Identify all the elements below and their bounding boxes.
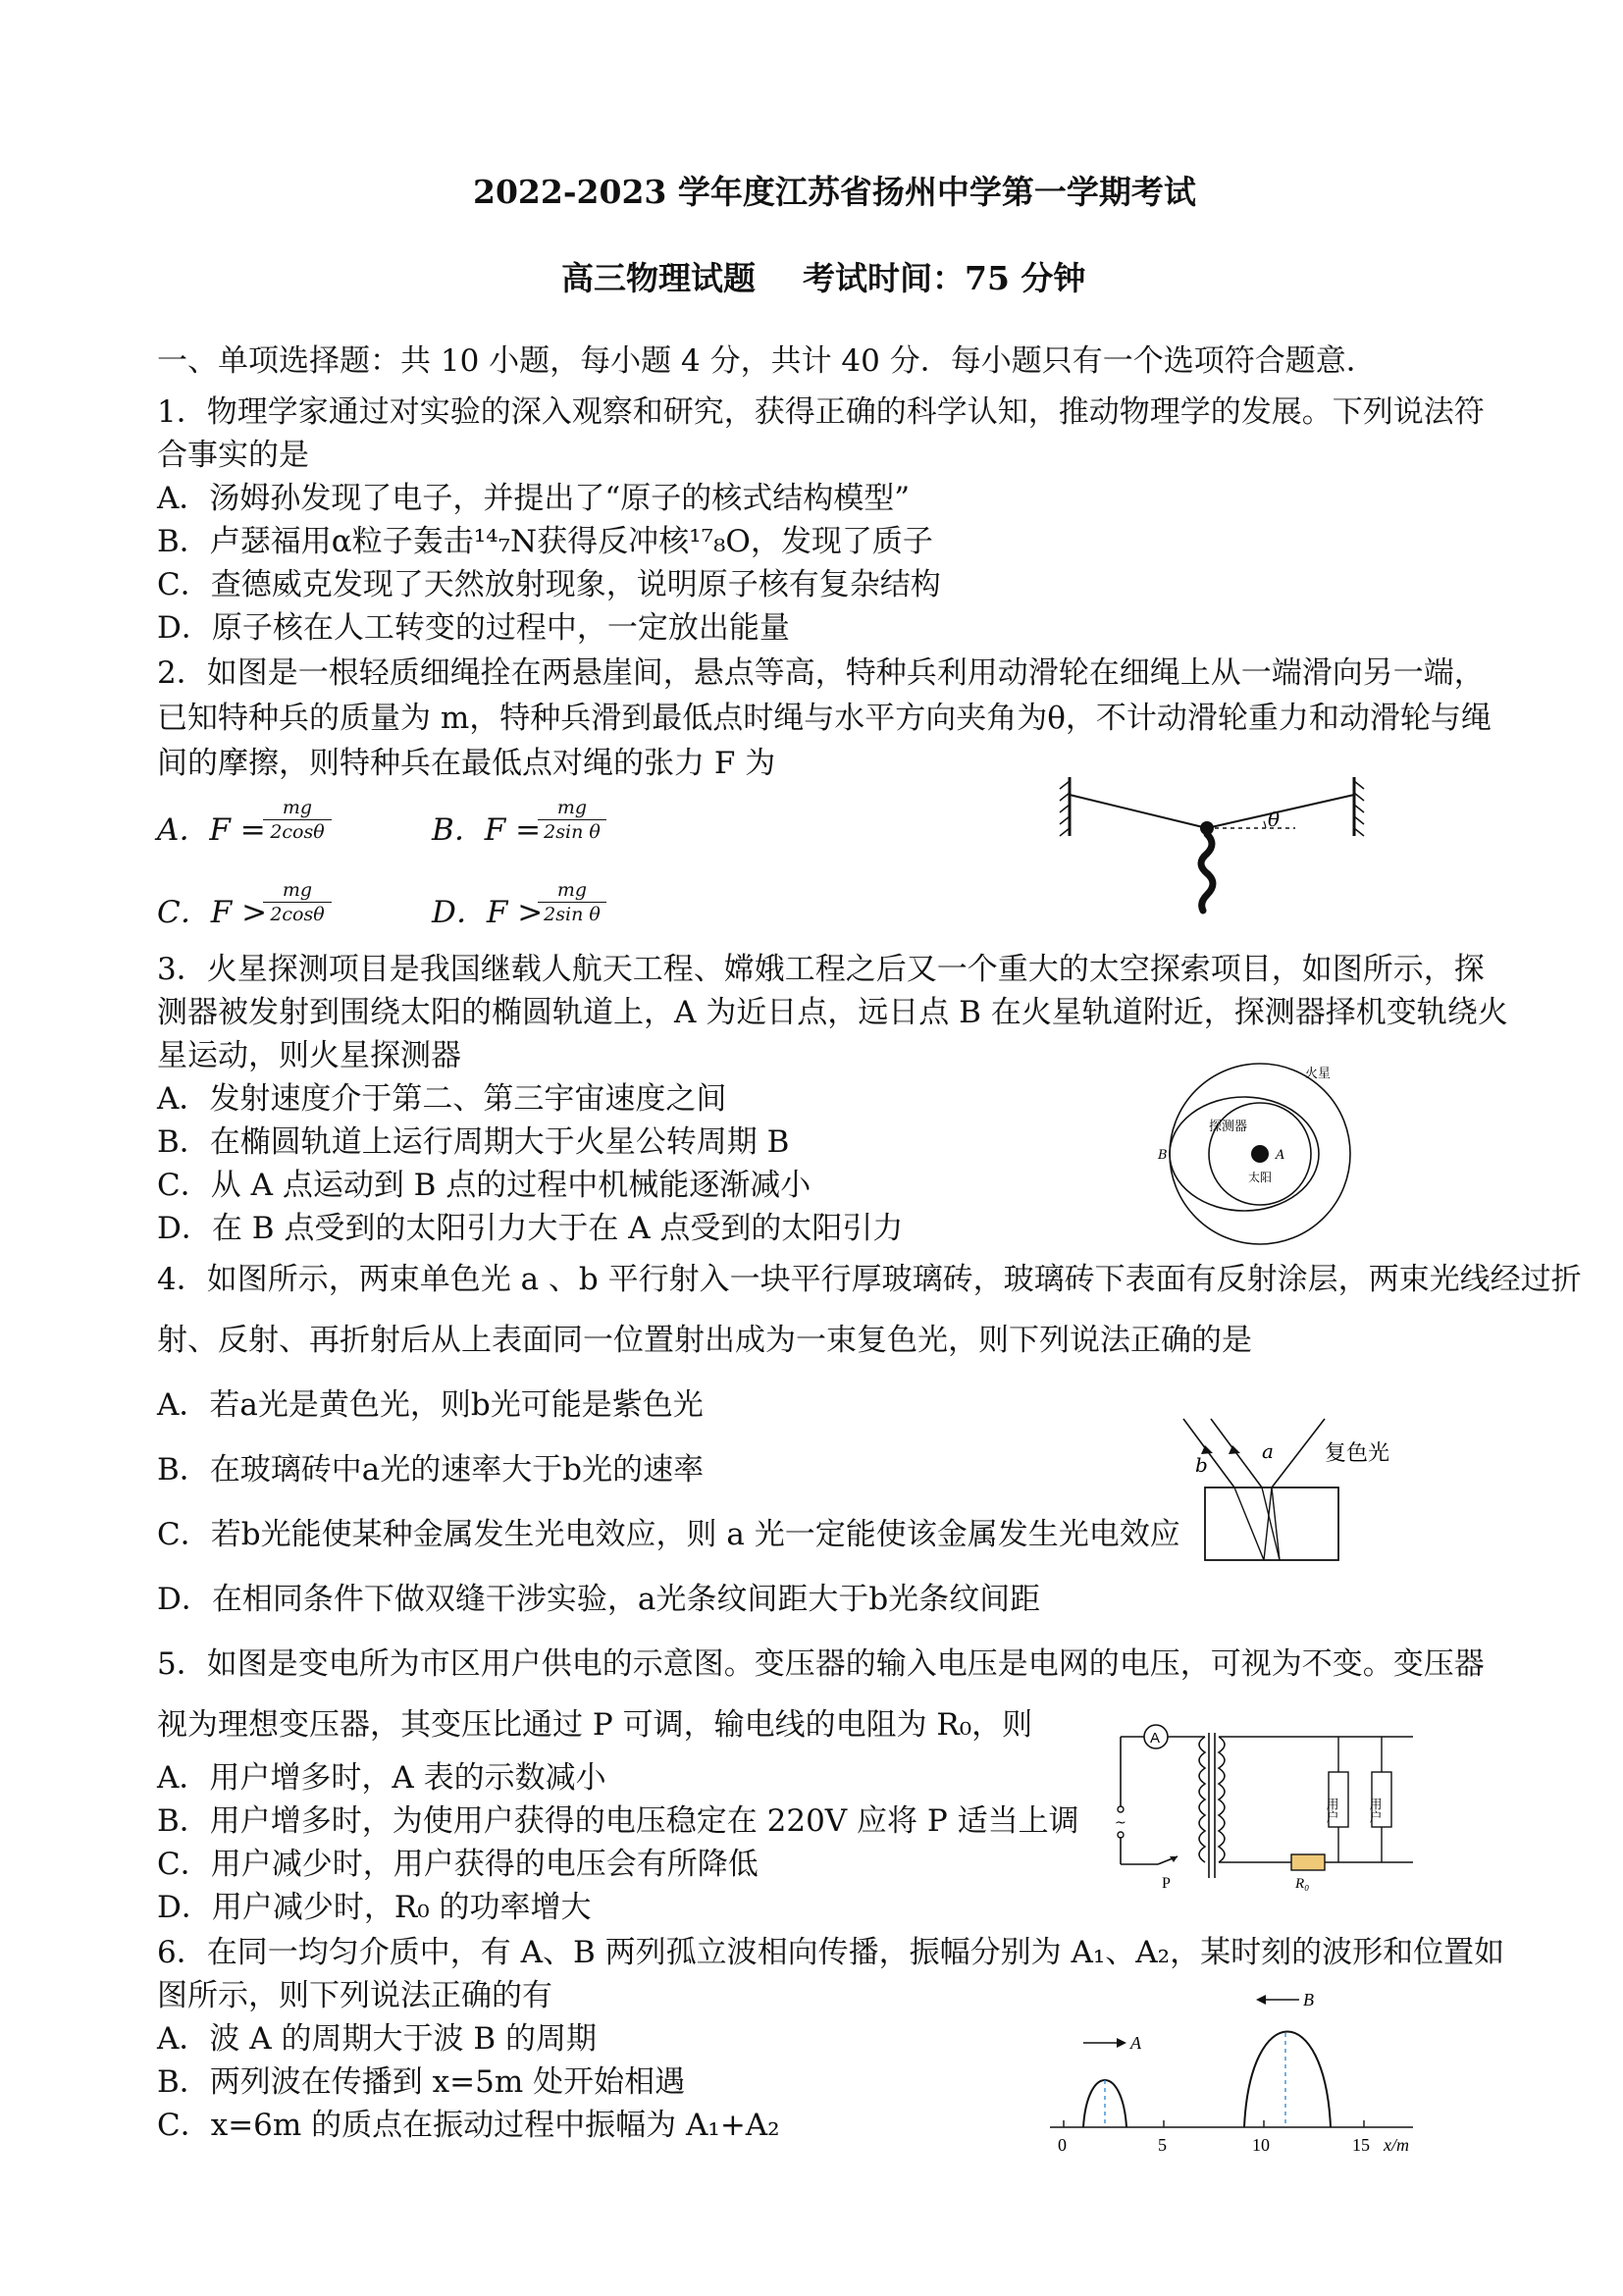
q6-option-c: C．x=6m 的质点在振动过程中振幅为 A₁+A₂ <box>157 2108 780 2143</box>
section-heading: 一、单项选择题：共 10 小题，每小题 4 分，共计 40 分．每小题只有一个选项符合题意． <box>157 343 1377 379</box>
q2-frac-num: mg <box>556 797 588 818</box>
q2-frac-den: 2sin θ <box>544 821 601 843</box>
q6-tick-15: 15 <box>1352 2135 1370 2155</box>
q6-wave-b-label: B <box>1303 1990 1314 2009</box>
q4-stem-line1: 4．如图所示，两束单色光 a 、b 平行射入一块平行厚玻璃砖，玻璃砖下表面有反射涂层，两束光线经过折 <box>157 1262 1582 1297</box>
q3-mars-label: 火星 <box>1305 1067 1332 1081</box>
q5-stem-line2: 视为理想变压器，其变压比通过 P 可调，输电线的电阻为 R₀，则 <box>157 1707 1033 1743</box>
q5-resistor-label: R₀ <box>1295 1876 1310 1892</box>
q4-option-c: C．若b光能使某种金属发生光电效应，则 a 光一定能使该金属发生光电效应 <box>157 1517 1180 1552</box>
exam-subtitle-time: 考试时间：75 分钟 <box>803 259 1086 297</box>
q3-stem-line1: 3．火星探测项目是我国继载人航天工程、嫦娥工程之后又一个重大的太空探索项目，如图所示，探 <box>157 952 1485 987</box>
q5-ammeter-label: A <box>1150 1730 1161 1747</box>
q6-wave-a-label: A <box>1130 2033 1141 2053</box>
q2-rope-figure <box>1060 767 1384 934</box>
q5-ac-source-label: ~ <box>1115 1815 1126 1831</box>
q2-frac-num: mg <box>282 797 313 818</box>
q2-option-d: D．F > <box>432 895 544 930</box>
q4-mixed-light-label: 复色光 <box>1325 1441 1390 1466</box>
q3-option-b: B．在椭圆轨道上运行周期大于火星公转周期 B <box>157 1124 790 1160</box>
exam-subtitle-subject: 高三物理试题 <box>561 259 756 297</box>
q2-option-a: A．F = <box>157 812 266 848</box>
q1-stem-line2: 合事实的是 <box>157 438 309 473</box>
q6-tick-5: 5 <box>1158 2135 1167 2155</box>
q4-option-d: D．在相同条件下做双缝干涉实验，a光条纹间距大于b光条纹间距 <box>157 1582 1041 1617</box>
q1-option-b: B．卢瑟福用α粒子轰击¹⁴₇N获得反冲核¹⁷₈O，发现了质子 <box>157 524 933 559</box>
q2-frac-den: 2sin θ <box>544 904 601 925</box>
q5-circuit-figure <box>1099 1719 1423 1896</box>
q6-option-b: B．两列波在传播到 x=5m 处开始相遇 <box>157 2064 686 2100</box>
q2-option-c: C．F > <box>157 895 268 930</box>
q6-x-unit: x/m <box>1384 2135 1409 2155</box>
q2-option-a-fraction <box>263 797 332 843</box>
q3-orbit-figure <box>1158 1056 1393 1252</box>
q5-tap-p-label: P <box>1162 1875 1171 1892</box>
q2-stem-line1: 2．如图是一根轻质细绳拴在两悬崖间，悬点等高，特种兵利用动滑轮在细绳上从一端滑向另一端， <box>157 655 1485 691</box>
q6-wave-figure <box>1040 1980 1433 2157</box>
q6-tick-0: 0 <box>1058 2135 1067 2155</box>
q2-frac-num: mg <box>282 879 313 901</box>
q1-option-c: C．查德威克发现了天然放射现象，说明原子核有复杂结构 <box>157 567 941 602</box>
q3-sun-label: 太阳 <box>1248 1171 1273 1184</box>
q3-stem-line2: 测器被发射到围绕太阳的椭圆轨道上，A 为近日点，远日点 B 在火星轨道附近，探测器择机变轨绕火 <box>157 995 1508 1030</box>
q2-frac-num: mg <box>556 879 588 901</box>
q1-option-d: D．原子核在人工转变的过程中，一定放出能量 <box>157 610 790 646</box>
q5-stem-line1: 5．如图是变电所为市区用户供电的示意图。变压器的输入电压是电网的电压，可视为不变。变压器 <box>157 1646 1485 1682</box>
q3-point-b-label: B <box>1158 1148 1168 1163</box>
q3-option-a: A．发射速度介于第二、第三宇宙速度之间 <box>157 1081 727 1117</box>
q4-option-a: A．若a光是黄色光，则b光可能是紫色光 <box>157 1387 704 1423</box>
q4-glass-figure <box>1178 1413 1413 1570</box>
q3-stem-line3: 星运动，则火星探测器 <box>157 1038 461 1073</box>
q6-stem-line1: 6．在同一均匀介质中，有 A、B 两列孤立波相向传播，振幅分别为 A₁、A₂，某时刻的波形和位置如 <box>157 1935 1505 1970</box>
q4-ray-a-label: a <box>1262 1439 1274 1463</box>
q3-option-d: D．在 B 点受到的太阳引力大于在 A 点受到的太阳引力 <box>157 1211 904 1246</box>
q2-option-b-fraction <box>538 797 606 843</box>
q5-option-b: B．用户增多时，为使用户获得的电压稳定在 220V 应将 P 适当上调 <box>157 1803 1079 1839</box>
q6-option-a: A．波 A 的周期大于波 B 的周期 <box>157 2021 597 2057</box>
q2-frac-den: 2cosθ <box>270 821 325 843</box>
q4-option-b: B．在玻璃砖中a光的速率大于b光的速率 <box>157 1452 705 1487</box>
q2-angle-label: θ <box>1268 808 1281 831</box>
q1-option-a: A．汤姆孙发现了电子，并提出了“原子的核式结构模型” <box>157 481 911 516</box>
q4-stem-line2: 射、反射、再折射后从上表面同一位置射出成为一束复色光，则下列说法正确的是 <box>157 1323 1252 1358</box>
q3-probe-label: 探测器 <box>1209 1120 1248 1134</box>
q5-option-d: D．用户减少时，R₀ 的功率增大 <box>157 1890 592 1925</box>
exam-title: 2022-2023 学年度江苏省扬州中学第一学期考试 <box>473 173 1196 211</box>
q5-option-c: C．用户减少时，用户获得的电压会有所降低 <box>157 1847 759 1882</box>
q2-option-b: B．F = <box>432 812 542 848</box>
q2-option-c-fraction <box>263 879 332 925</box>
q3-option-c: C．从 A 点运动到 B 点的过程中机械能逐渐减小 <box>157 1168 812 1203</box>
q4-ray-b-label: b <box>1195 1453 1208 1477</box>
q6-stem-line2: 图所示，则下列说法正确的有 <box>157 1978 552 2013</box>
q3-point-a-label: A <box>1276 1148 1285 1163</box>
q2-stem-line3: 间的摩擦，则特种兵在最低点对绳的张力 F 为 <box>157 746 776 781</box>
q6-tick-10: 10 <box>1252 2135 1270 2155</box>
q1-stem-line1: 1．物理学家通过对实验的深入观察和研究，获得正确的科学认知，推动物理学的发展。下列说法符 <box>157 394 1485 430</box>
q2-frac-den: 2cosθ <box>270 904 325 925</box>
q2-option-d-fraction <box>538 879 606 925</box>
q5-option-a: A．用户增多时，A 表的示数减小 <box>157 1760 606 1796</box>
q5-user-label-1: 用户 <box>1323 1798 1338 1823</box>
q5-user-label-2: 用户 <box>1366 1798 1382 1823</box>
q2-stem-line2: 已知特种兵的质量为 m，特种兵滑到最低点时绳与水平方向夹角为θ，不计动滑轮重力和动滑轮与绳 <box>157 701 1492 736</box>
